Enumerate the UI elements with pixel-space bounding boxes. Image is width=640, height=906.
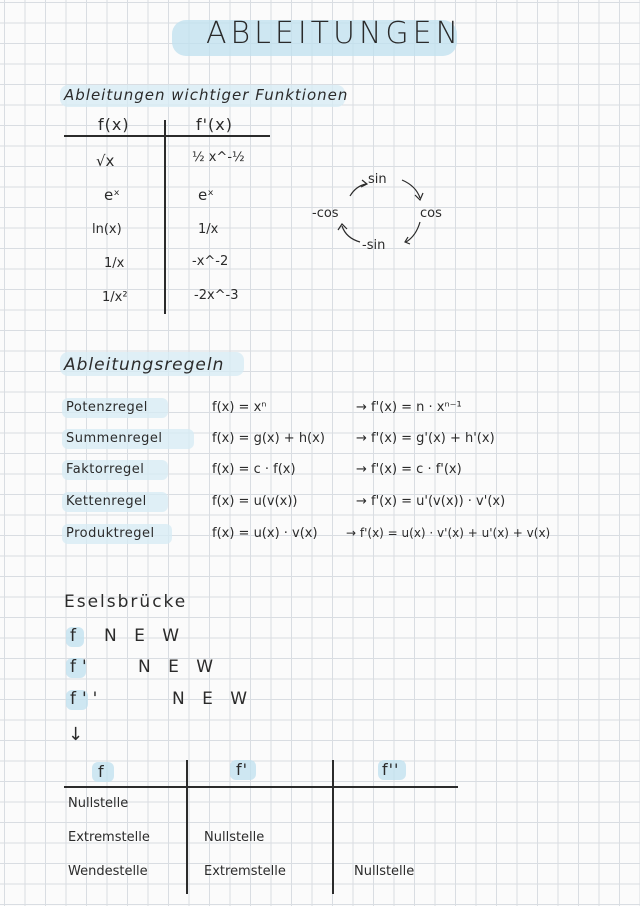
col-header-fprime: f'(x): [196, 115, 233, 134]
mnemonic-row-2-label: f'': [70, 689, 104, 709]
table-r0-c0: Nullstelle: [68, 796, 129, 811]
fn-row-3-fp: -x^-2: [192, 254, 229, 269]
fn-row-2-fp: 1/x: [198, 222, 219, 237]
rule-0-name: Potenzregel: [66, 400, 148, 415]
section1-heading: Ableitungen wichtiger Funktionen: [64, 86, 349, 104]
table-header-fprime: f': [236, 760, 249, 779]
table1-vline: [164, 120, 166, 314]
rule-3-f: f(x) = u(v(x)): [212, 494, 298, 509]
table-r2-c0: Wendestelle: [68, 864, 148, 879]
cycle-cos: cos: [420, 206, 442, 221]
fn-row-0-f: √x: [96, 152, 115, 170]
table2-vline-1: [186, 760, 188, 894]
fn-row-4-fp: -2x^-3: [194, 288, 239, 303]
cycle-minus-cos: -cos: [312, 206, 339, 221]
rule-2-f: f(x) = c · f(x): [212, 462, 296, 477]
table2-hline: [64, 786, 458, 788]
table-r2-c1: Extremstelle: [204, 864, 286, 879]
rule-2-fp: → f'(x) = c · f'(x): [356, 462, 462, 477]
page-title: ABLEITUNGEN: [206, 16, 463, 51]
table-r2-c2: Nullstelle: [354, 864, 415, 879]
mnemonic-row-1-letters: N E W: [138, 657, 220, 677]
rule-1-fp: → f'(x) = g'(x) + h'(x): [356, 431, 495, 446]
table-header-f: f: [98, 762, 105, 781]
rule-3-name: Kettenregel: [66, 494, 147, 509]
fn-row-0-fp: ½ x^-½: [192, 150, 245, 165]
fn-row-3-f: 1/x: [104, 256, 125, 271]
down-arrow-icon: ↓: [68, 724, 84, 745]
table2-vline-2: [332, 760, 334, 894]
section3-heading: Eselsbrücke: [64, 592, 188, 612]
table1-hline: [64, 135, 270, 137]
mnemonic-row-0-label: f: [70, 626, 82, 646]
rule-0-f: f(x) = xⁿ: [212, 400, 267, 415]
rule-1-name: Summenregel: [66, 431, 163, 446]
rule-2-name: Faktorregel: [66, 462, 145, 477]
rule-0-fp: → f'(x) = n · xⁿ⁻¹: [356, 400, 462, 415]
mnemonic-row-0-letters: N E W: [104, 626, 186, 646]
rule-4-name: Produktregel: [66, 526, 155, 541]
table-r1-c1: Nullstelle: [204, 830, 265, 845]
fn-row-2-f: ln(x): [92, 222, 122, 237]
cycle-minus-sin: -sin: [362, 238, 386, 253]
section2-heading: Ableitungsregeln: [64, 355, 225, 375]
cycle-sin: sin: [368, 172, 387, 187]
rule-4-f: f(x) = u(x) · v(x): [212, 526, 318, 541]
mnemonic-row-2-letters: N E W: [172, 689, 254, 709]
fn-row-4-f: 1/x²: [102, 290, 128, 305]
col-header-f: f(x): [98, 115, 130, 134]
mnemonic-row-1-label: f': [70, 657, 93, 677]
fn-row-1-f: eˣ: [104, 186, 120, 204]
rule-3-fp: → f'(x) = u'(v(x)) · v'(x): [356, 494, 506, 509]
rule-1-f: f(x) = g(x) + h(x): [212, 431, 325, 446]
fn-row-1-fp: eˣ: [198, 186, 214, 204]
cycle-arrows-icon: [320, 168, 460, 258]
table-header-fpp: f'': [382, 760, 400, 779]
table-r1-c0: Extremstelle: [68, 830, 150, 845]
rule-4-fp: → f'(x) = u(x) · v'(x) + u'(x) + v(x): [346, 526, 551, 540]
